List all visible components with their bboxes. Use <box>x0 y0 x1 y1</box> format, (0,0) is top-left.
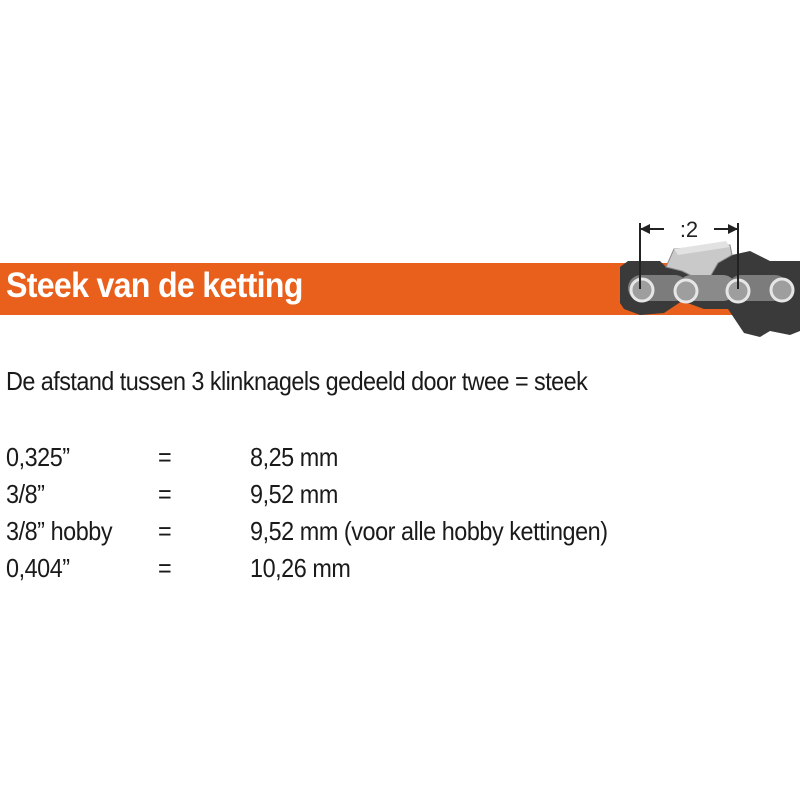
equals-sign: = <box>158 442 172 472</box>
pitch-size: 3/8” <box>6 479 45 509</box>
table-row <box>6 516 786 553</box>
rivet <box>631 279 653 301</box>
pitch-mm: 10,26 mm <box>250 553 351 583</box>
equals-sign: = <box>158 516 172 546</box>
pitch-mm: 8,25 mm <box>250 442 338 472</box>
rivet <box>771 279 793 301</box>
equals-sign: = <box>158 479 172 509</box>
arrowhead-right <box>728 224 738 234</box>
table-row <box>6 479 786 516</box>
pitch-size: 0,325” <box>6 442 70 472</box>
pitch-size: 0,404” <box>6 553 70 583</box>
pitch-description: De afstand tussen 3 klinknagels gedeeld door twee = steek <box>6 366 588 396</box>
page-title: Steek van de ketting <box>6 266 303 305</box>
table-row <box>6 553 786 590</box>
pitch-mm: 9,52 mm <box>250 479 338 509</box>
arrowhead-left <box>640 224 650 234</box>
measure-label: :2 <box>679 217 699 242</box>
pitch-size: 3/8” hobby <box>6 516 113 546</box>
chain-pitch-icon <box>620 205 800 345</box>
table-row <box>6 442 786 479</box>
pitch-mm: 9,52 mm (voor alle hobby kettingen) <box>250 516 608 546</box>
rivet <box>675 280 697 302</box>
pitch-table <box>6 442 786 590</box>
equals-sign: = <box>158 553 172 583</box>
